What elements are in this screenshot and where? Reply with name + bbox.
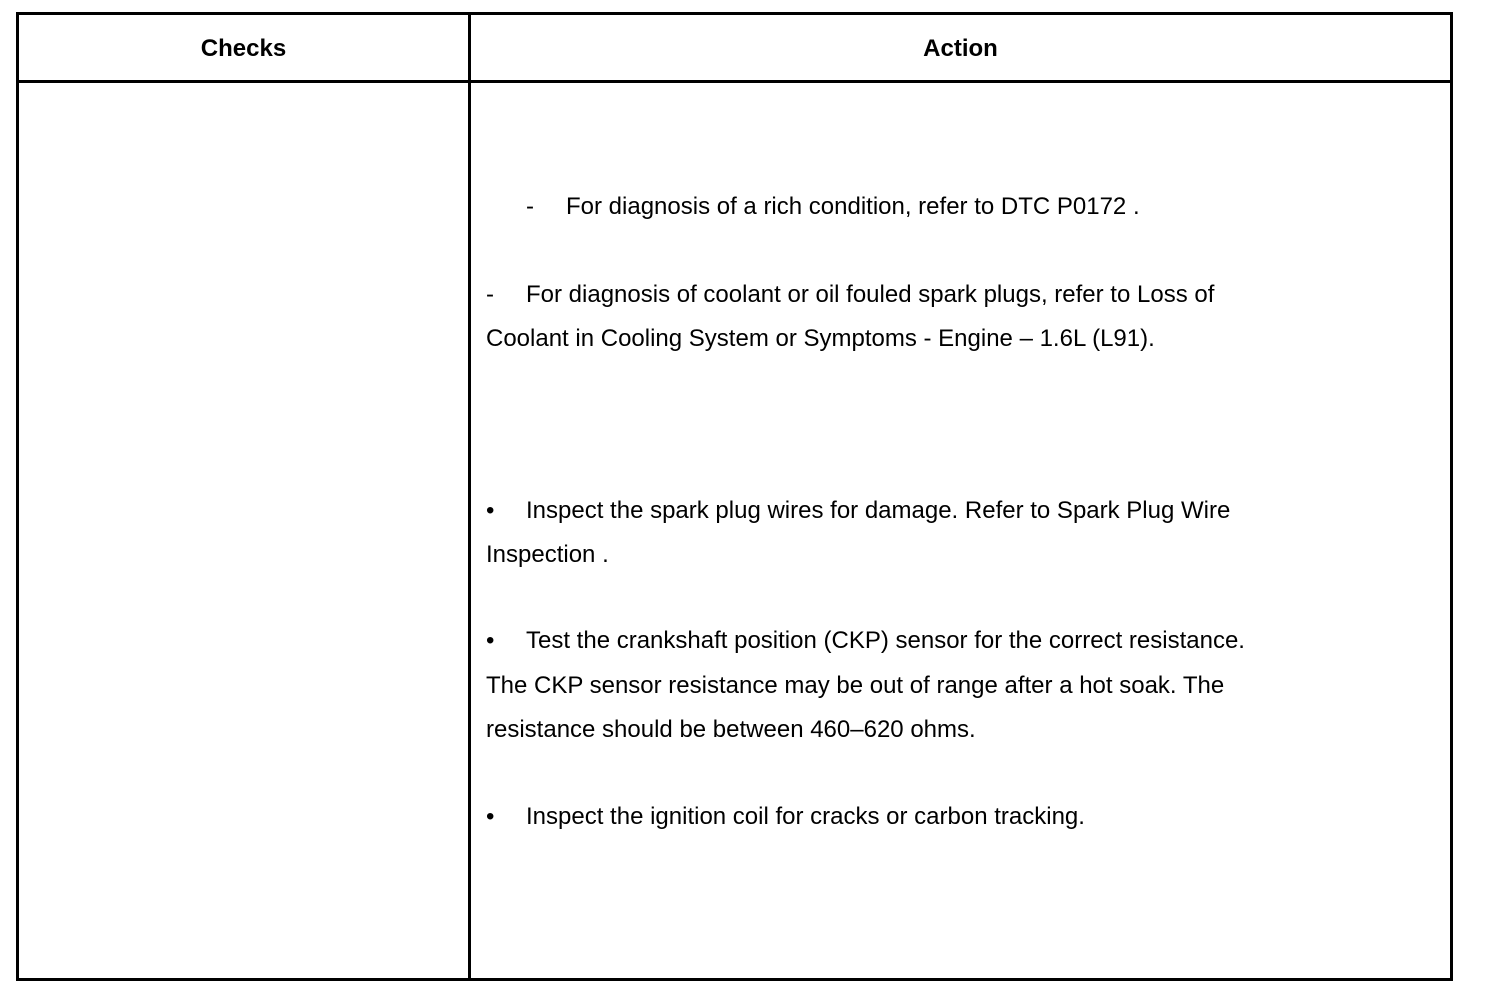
action-item-2-line-2: Coolant in Cooling System or Symptoms - Engine – 1.6L (L91). — [486, 325, 1155, 352]
action-item-1-line-1: For diagnosis of a rich condition, refer to DTC P0172 . — [566, 193, 1140, 220]
header-checks: Checks — [200, 35, 287, 62]
procedure-table — [16, 12, 1453, 981]
header-action: Action — [923, 35, 998, 62]
action-item-4-line-3: resistance should be between 460–620 ohms. — [486, 716, 976, 743]
action-item-3-line-1: Inspect the spark plug wires for damage. Refer to Spark Plug Wire — [526, 497, 1231, 524]
bullet-marker: • — [486, 627, 495, 654]
bullet-marker: • — [486, 803, 495, 830]
column-divider — [468, 15, 471, 978]
action-item-5 — [486, 795, 1085, 839]
dash-marker: - — [526, 193, 534, 220]
action-item-4-line-1: Test the crankshaft position (CKP) sensor for the correct resistance. — [526, 627, 1245, 654]
table-header-row — [19, 15, 1450, 83]
bullet-marker: • — [486, 497, 495, 524]
action-item-4-line-2: The CKP sensor resistance may be out of range after a hot soak. The — [486, 672, 1225, 699]
action-item-3-line-2: Inspection . — [486, 541, 609, 568]
action-item-3 — [486, 489, 1230, 533]
dash-marker: - — [486, 281, 494, 308]
action-item-4 — [486, 619, 1245, 663]
action-item-2-line-1: For diagnosis of coolant or oil fouled spark plugs, refer to Loss of — [526, 281, 1215, 308]
action-item-5-line-1: Inspect the ignition coil for cracks or carbon tracking. — [526, 803, 1085, 830]
action-item-1 — [526, 185, 1140, 229]
action-item-2 — [486, 273, 1214, 317]
